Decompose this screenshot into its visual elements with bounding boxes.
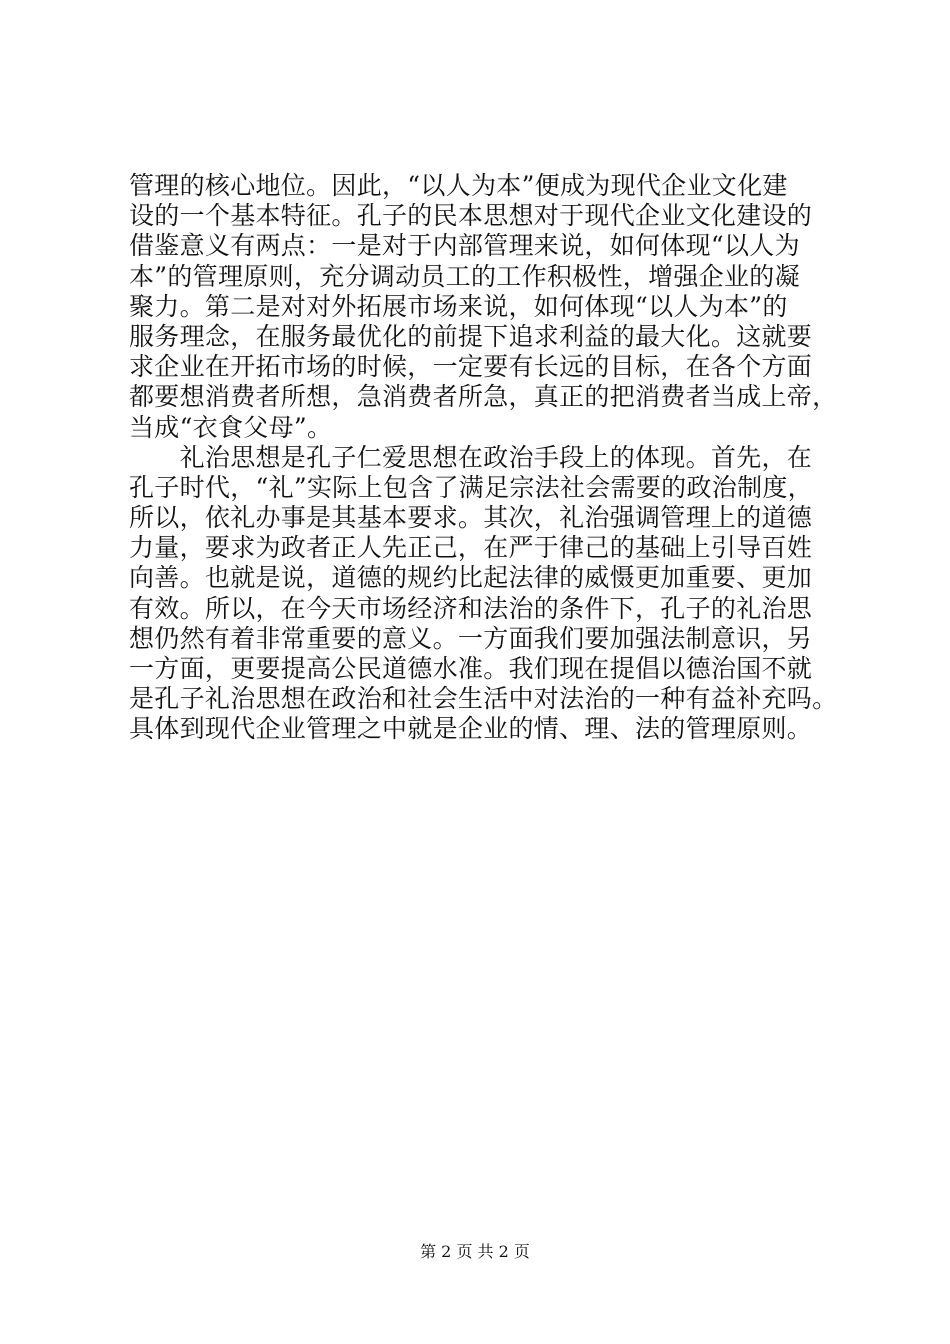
text-line: 都要想消费者所想，急消费者所急，真正的把消费者当成上帝， [129, 382, 838, 412]
text-line: 管理的核心地位。因此，“以人为本”便成为现代企业文化建 [129, 171, 788, 200]
text-line: 想仍然有着非常重要的意义。一方面我们要加强法制意识，另 [129, 623, 813, 653]
text-line: 一方面，更要提高公民道德水准。我们现在提倡以德治国不就 [129, 654, 813, 683]
text-line: 当成“衣食父母”。 [129, 412, 333, 442]
text-line: 求企业在开拓市场的时候，一定要有长远的目标，在各个方面 [129, 352, 813, 382]
text-line: 设的一个基本特征。孔子的民本思想对于现代企业文化建设的 [129, 201, 813, 231]
text-line: 礼治思想是孔子仁爱思想在政治手段上的体现。首先，在 [129, 442, 813, 472]
text-line: 聚力。第二是对对外拓展市场来说，如何体现“以人为本”的 [129, 291, 788, 321]
text-line: 本”的管理原则，充分调动员工的工作积极性，增强企业的凝 [129, 261, 800, 291]
document-body [129, 171, 838, 745]
text-line: 孔子时代，“礼”实际上包含了满足宗法社会需要的政治制度， [129, 472, 813, 502]
text-line: 所以，依礼办事是其基本要求。其次，礼治强调管理上的道德 [129, 503, 813, 533]
page-number-footer: 第 2 页 共 2 页 [420, 1242, 530, 1261]
text-line: 力量，要求为政者正人先正己，在严于律己的基础上引导百姓 [129, 533, 813, 563]
text-line: 向善。也就是说，道德的规约比起法律的威慑更加重要、更加 [129, 563, 813, 593]
text-line: 有效。所以，在今天市场经济和法治的条件下，孔子的礼治思 [129, 593, 813, 623]
text-line: 具体到现代企业管理之中就是企业的情、理、法的管理原则。 [129, 714, 813, 744]
text-line: 服务理念，在服务最优化的前提下追求利益的最大化。这就要 [129, 321, 813, 351]
text-line: 是孔子礼治思想在政治和社会生活中对法治的一种有益补充吗。 [129, 684, 838, 714]
text-line: 借鉴意义有两点：一是对于内部管理来说，如何体现“以人为 [129, 231, 800, 261]
